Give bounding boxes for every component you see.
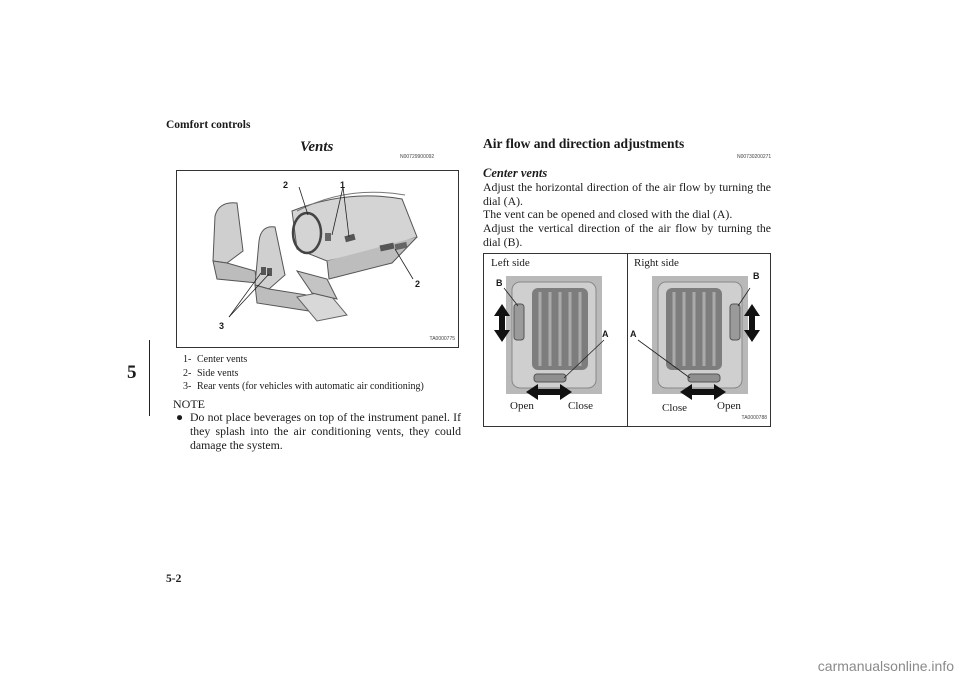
air-flow-title: Air flow and direction adjustments (483, 136, 685, 151)
paragraph: Adjust the horizontal direction of the air flow by turning the dial (A). (483, 180, 771, 208)
section-header: Comfort controls (166, 119, 251, 131)
note-body (176, 410, 461, 452)
legend-item: 3- Rear vents (for vehicles with automatic air conditioning) (183, 381, 424, 392)
vents-code: N00729900092 (400, 154, 435, 160)
figure-code: TA0000775 (429, 336, 455, 342)
note-text: Do not place beverages on top of the instrument panel. If they splash into the air conditioning vents, they could damage the system. (190, 410, 461, 452)
callout-3: 3 (219, 321, 225, 331)
callout-2-top: 2 (283, 180, 289, 190)
right-side-label: Right side (634, 257, 679, 269)
left-side-label: Left side (491, 257, 530, 269)
chapter-number: 5 (127, 362, 137, 383)
vents-title: Vents (300, 139, 334, 155)
figure-code: TA0000788 (741, 415, 767, 421)
callout-1: 1 (340, 180, 346, 190)
right-open-label: Open (717, 400, 741, 412)
left-vent-illustration (484, 254, 627, 426)
vents-legend (183, 353, 424, 394)
right-label-a: A (630, 329, 637, 339)
chapter-sidebar-rule (149, 340, 150, 416)
center-vents-subtitle: Center vents (483, 166, 548, 180)
left-close-label: Close (568, 400, 594, 412)
paragraph: The vent can be opened and closed with the dial (A). (483, 207, 733, 221)
legend-item: 1- Center vents (183, 354, 248, 365)
callout-2-right: 2 (415, 279, 421, 289)
paragraph: Adjust the vertical direction of the air flow by turning the dial (B). (483, 221, 771, 249)
left-label-a: A (602, 329, 609, 339)
legend-item: 2- Side vents (183, 367, 239, 379)
left-open-label: Open (510, 400, 534, 412)
center-vents-figure (483, 253, 771, 427)
right-close-label: Close (662, 402, 688, 414)
page-number: 5-2 (166, 573, 182, 585)
left-label-b: B (496, 278, 503, 288)
right-label-b: B (753, 271, 760, 281)
vents-figure (176, 170, 459, 348)
watermark: carmanualsonline.info (817, 658, 954, 674)
note-label: NOTE (173, 397, 205, 411)
right-vent-illustration (628, 254, 772, 426)
air-flow-code: N00730200271 (737, 154, 772, 160)
bullet-icon: ● (176, 410, 184, 424)
